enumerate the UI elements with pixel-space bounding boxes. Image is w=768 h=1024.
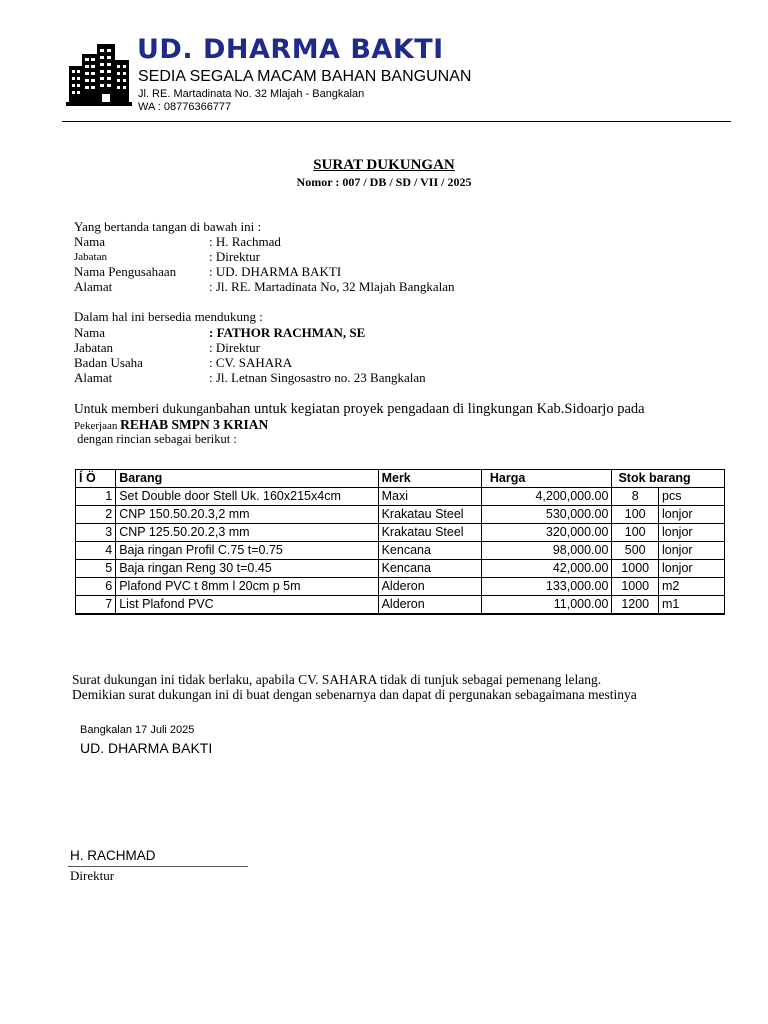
signatory-name: H. RACHMAD	[70, 848, 156, 863]
cell-stok: 8	[612, 488, 659, 506]
cell-no: 3	[76, 524, 116, 542]
cell-merk: Alderon	[378, 596, 481, 615]
table-row	[76, 524, 725, 542]
document-number: Nomor : 007 / DB / SD / VII / 2025	[296, 175, 472, 189]
signer-address-value: : Jl. RE. Martadinata No, 32 Mlajah Bangkalan	[209, 279, 455, 294]
closing-line-2: Demikian surat dukungan ini di buat dengan sebenarnya dan dapat di pergunakan sebagaimana mestinya	[72, 687, 637, 702]
cell-satuan: lonjor	[659, 560, 725, 578]
supported-name-value: : FATHOR RACHMAN, SE	[209, 325, 366, 340]
project-name: REHAB SMPN 3 KRIAN	[120, 417, 269, 432]
purpose-line-3: dengan rincian sebagai berikut :	[74, 432, 237, 446]
cell-satuan: m2	[659, 578, 725, 596]
supported-address-value: : Jl. Letnan Singosastro no. 23 Bangkalan	[209, 370, 426, 385]
city-buildings-icon	[66, 40, 132, 106]
cell-no: 6	[76, 578, 116, 596]
cell-stok: 1000	[612, 578, 659, 596]
supported-position-value: : Direktur	[209, 340, 260, 355]
cell-stok: 100	[612, 524, 659, 542]
signer-name-label: Nama	[74, 234, 106, 249]
place-date: Bangkalan 17 Juli 2025	[80, 724, 195, 736]
header-no: Í Ö	[76, 470, 116, 488]
company-address: Jl. RE. Martadinata No. 32 Mlajah - Bangkalan	[138, 88, 365, 100]
cell-merk: Kencana	[378, 560, 481, 578]
cell-stok: 500	[612, 542, 659, 560]
purpose-line-1b: bahan untuk kegiatan proyek pengadaan di lingkungan Kab.Sidoarjo pada	[215, 401, 645, 417]
cell-harga: 530,000.00	[481, 506, 612, 524]
company-whatsapp: WA : 08776366777	[138, 101, 232, 113]
cell-barang: List Plafond PVC	[116, 596, 378, 615]
cell-barang: Set Double door Stell Uk. 160x215x4cm	[116, 488, 378, 506]
cell-satuan: pcs	[659, 488, 725, 506]
document-title: SURAT DUKUNGAN	[313, 157, 455, 173]
cell-no: 1	[76, 488, 116, 506]
cell-merk: Maxi	[378, 488, 481, 506]
signatory-position: Direktur	[70, 868, 115, 883]
cell-merk: Krakatau Steel	[378, 506, 481, 524]
cell-harga: 133,000.00	[481, 578, 612, 596]
purpose-work-label: Pekerjaan	[74, 420, 121, 432]
cell-barang: CNP 125.50.20.2,3 mm	[116, 524, 378, 542]
signer-details	[0, 234, 768, 294]
header-harga: Harga	[481, 470, 612, 488]
purpose-line-1a: Untuk memberi dukungan	[74, 401, 216, 416]
header-stok: Stok barang	[612, 470, 725, 488]
cell-harga: 4,200,000.00	[481, 488, 612, 506]
table-header-row	[76, 470, 725, 488]
cell-satuan: lonjor	[659, 506, 725, 524]
company-name: UD. DHARMA BAKTI	[137, 34, 444, 65]
cell-no: 4	[76, 542, 116, 560]
signer-company-value: : UD. DHARMA BAKTI	[209, 264, 342, 279]
cell-barang: CNP 150.50.20.3,2 mm	[116, 506, 378, 524]
signer-company-label: Nama Pengusahaan	[74, 264, 177, 279]
table-row	[76, 560, 725, 578]
cell-no: 5	[76, 560, 116, 578]
supported-name-label: Nama	[74, 325, 106, 340]
cell-stok: 1200	[612, 596, 659, 615]
closing-line-1: Surat dukungan ini tidak berlaku, apabila CV. SAHARA tidak di tunjuk sebagai pemenang lelang.	[72, 672, 602, 687]
header-merk: Merk	[378, 470, 481, 488]
support-intro: Dalam hal ini bersedia mendukung :	[74, 309, 263, 324]
signer-intro: Yang bertanda tangan di bawah ini :	[74, 219, 262, 234]
supported-position-label: Jabatan	[74, 340, 113, 355]
signer-address-label: Alamat	[74, 279, 113, 294]
cell-barang: Plafond PVC t 8mm l 20cm p 5m	[116, 578, 378, 596]
cell-no: 7	[76, 596, 116, 615]
supported-address-label: Alamat	[74, 370, 113, 385]
company-tagline: SEDIA SEGALA MACAM BAHAN BANGUNAN	[138, 68, 472, 85]
table-row	[76, 596, 725, 615]
cell-satuan: lonjor	[659, 542, 725, 560]
cell-harga: 42,000.00	[481, 560, 612, 578]
cell-merk: Alderon	[378, 578, 481, 596]
cell-merk: Krakatau Steel	[378, 524, 481, 542]
header-divider	[62, 121, 731, 122]
table-row	[76, 506, 725, 524]
cell-satuan: m1	[659, 596, 725, 615]
signer-position-value: : Direktur	[209, 249, 260, 264]
cell-barang: Baja ringan Reng 30 t=0.45	[116, 560, 378, 578]
table-row	[76, 488, 725, 506]
signature-company: UD. DHARMA BAKTI	[80, 740, 213, 756]
supported-business-label: Badan Usaha	[74, 355, 143, 370]
item-table	[75, 469, 725, 615]
supported-business-value: : CV. SAHARA	[209, 355, 293, 370]
cell-harga: 11,000.00	[481, 596, 612, 615]
signer-position-label: Jabatan	[74, 251, 107, 263]
cell-no: 2	[76, 506, 116, 524]
cell-harga: 98,000.00	[481, 542, 612, 560]
supported-details	[0, 325, 768, 385]
cell-barang: Baja ringan Profil C.75 t=0.75	[116, 542, 378, 560]
cell-merk: Kencana	[378, 542, 481, 560]
header-barang: Barang	[116, 470, 378, 488]
signer-name-value: : H. Rachmad	[209, 234, 281, 249]
cell-stok: 100	[612, 506, 659, 524]
table-row	[76, 542, 725, 560]
signature-line	[68, 866, 248, 867]
cell-harga: 320,000.00	[481, 524, 612, 542]
cell-satuan: lonjor	[659, 524, 725, 542]
cell-stok: 1000	[612, 560, 659, 578]
table-row	[76, 578, 725, 596]
